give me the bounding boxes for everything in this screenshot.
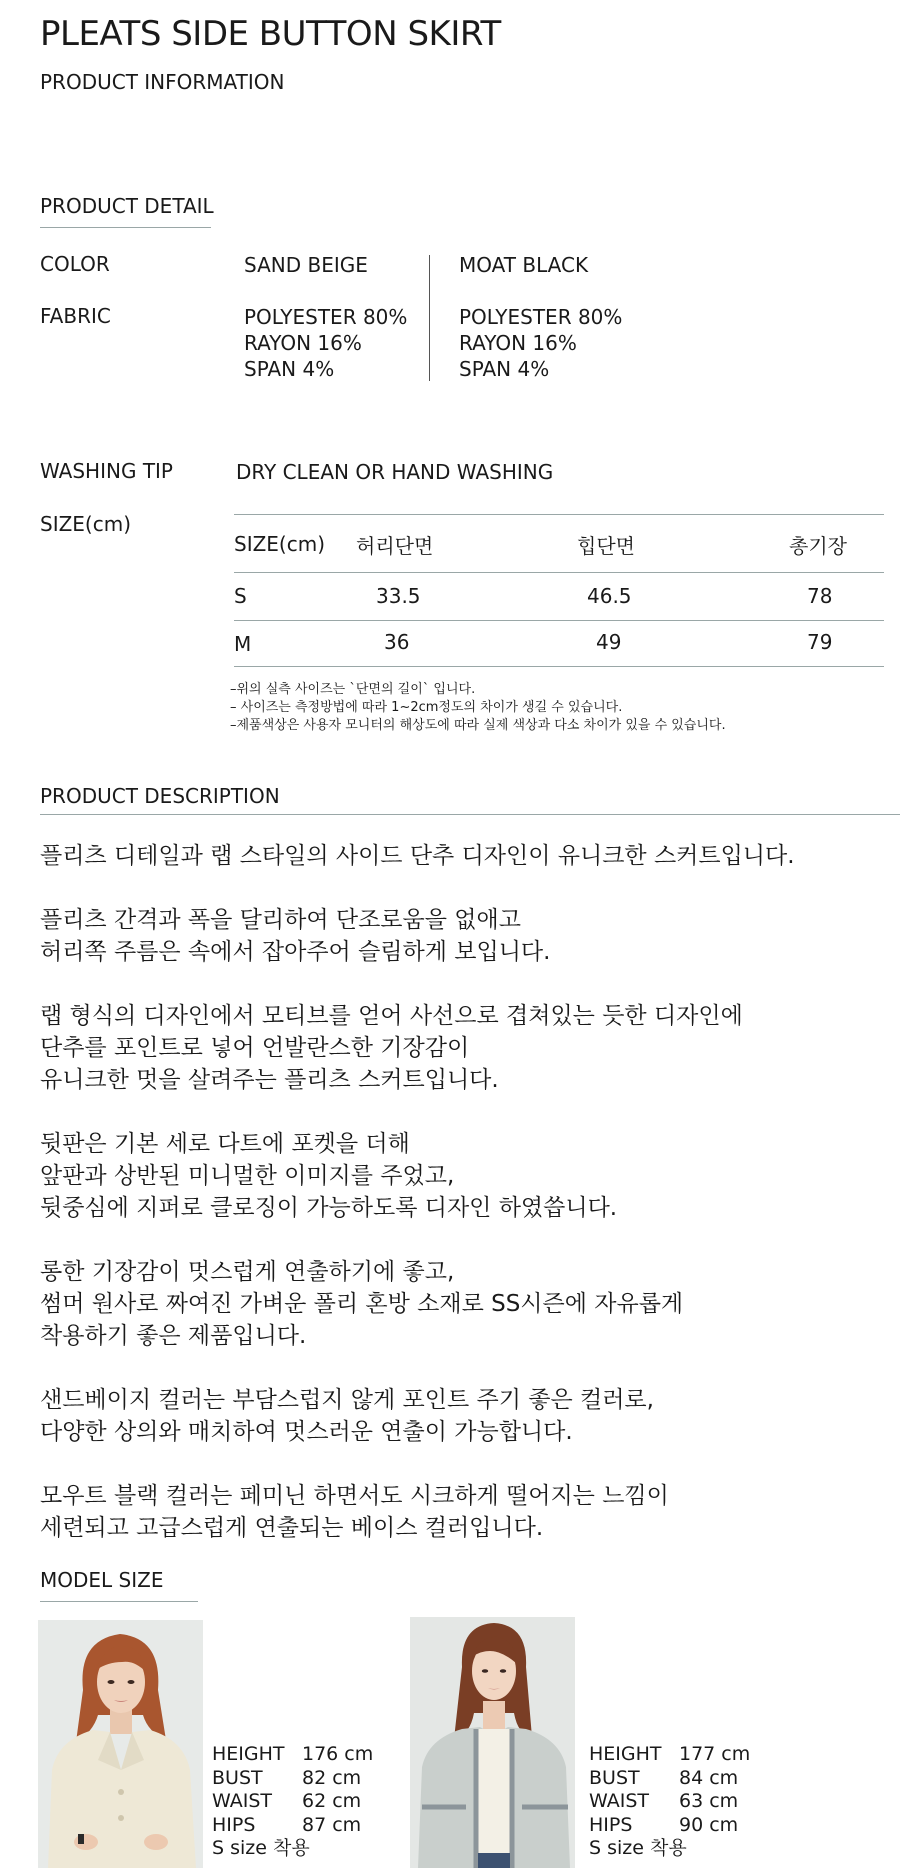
description-paragraph [40, 840, 795, 872]
table-top-rule [234, 514, 884, 515]
size-notes [230, 681, 726, 735]
description-paragraph [40, 1384, 654, 1448]
stat-label: WAIST [589, 1790, 650, 1812]
variant-2-color: MOAT BLACK [459, 253, 589, 277]
table-cell-size: M [234, 632, 252, 656]
description-line: 플리츠 디테일과 랩 스타일의 사이드 단추 디자인이 유니크한 스커트입니다. [40, 843, 795, 869]
description-paragraph [40, 904, 550, 968]
description-paragraph [40, 1000, 743, 1096]
stat-label: HEIGHT [589, 1743, 662, 1765]
model-stat-row [212, 1743, 373, 1767]
fabric-line: SPAN 4% [459, 357, 550, 381]
table-row-rule [234, 620, 884, 621]
model-stat-row [589, 1743, 750, 1767]
table-header-length: 총기장 [789, 534, 847, 558]
description-line: 랩 형식의 디자인에서 모티브를 얻어 사선으로 겹쳐있는 듯한 디자인에 [40, 1003, 743, 1029]
table-cell-hip: 46.5 [587, 584, 632, 608]
description-line: 앞판과 상반된 미니멀한 이미지를 주었고, [40, 1163, 455, 1189]
stat-value: 84 cm [679, 1766, 739, 1789]
table-header-rule [234, 572, 884, 573]
description-line: 모우트 블랙 컬러는 페미닌 하면서도 시크하게 떨어지는 느낌이 [40, 1483, 669, 1509]
washing-tip-label: WASHING TIP [40, 459, 173, 483]
description-line: 유니크한 멋을 살려주는 플리츠 스커트입니다. [40, 1067, 499, 1093]
product-title: PLEATS SIDE BUTTON SKIRT [40, 14, 501, 54]
model-stat-row [589, 1767, 750, 1791]
description-paragraph [40, 1128, 617, 1224]
table-bottom-rule [234, 666, 884, 667]
variant-1-color: SAND BEIGE [244, 253, 368, 277]
stat-label: BUST [212, 1766, 263, 1789]
table-cell-waist: 36 [384, 630, 410, 654]
table-cell-length: 79 [807, 630, 833, 654]
color-label: COLOR [40, 252, 110, 276]
description-line: 롱한 기장감이 멋스럽게 연출하기에 좋고, [40, 1259, 455, 1285]
description-line: 세련되고 고급스럽게 연출되는 베이스 컬러입니다. [40, 1515, 544, 1541]
description-line: 착용하기 좋은 제품입니다. [40, 1323, 307, 1349]
model-size-heading: MODEL SIZE [40, 1568, 164, 1592]
stat-value: 62 cm [302, 1790, 362, 1812]
variant-1-fabric [244, 304, 407, 382]
size-note: – 사이즈는 측정방법에 따라 1~2cm정도의 차이가 생길 수 있습니다. [230, 700, 623, 715]
fabric-line: POLYESTER 80% [244, 305, 408, 329]
table-header-size: SIZE(cm) [234, 532, 326, 556]
stat-value: 63 cm [679, 1790, 739, 1812]
table-cell-hip: 49 [596, 630, 622, 654]
model-stat-row [589, 1814, 750, 1838]
stat-value: 177 cm [679, 1743, 751, 1765]
stat-label: HIPS [589, 1813, 633, 1836]
stat-value: 82 cm [302, 1766, 362, 1789]
description-line: 다양한 상의와 매치하여 멋스러운 연출이 가능합니다. [40, 1419, 573, 1445]
fabric-line: SPAN 4% [244, 357, 335, 381]
product-description-underline [40, 814, 900, 815]
model-fit-note: S size 착용 [212, 1837, 310, 1859]
description-line: 뒷판은 기본 세로 다트에 포켓을 더해 [40, 1131, 410, 1157]
size-label: SIZE(cm) [40, 512, 132, 536]
description-line: 허리쪽 주름은 속에서 잡아주어 슬림하게 보입니다. [40, 939, 551, 965]
product-detail-underline [40, 227, 211, 228]
stat-label: WAIST [212, 1790, 273, 1812]
description-line: 플리츠 간격과 폭을 달리하여 단조로움을 없애고 [40, 907, 521, 933]
fabric-line: RAYON 16% [459, 331, 577, 355]
product-description-heading: PRODUCT DESCRIPTION [40, 784, 280, 808]
table-header-hip: 힙단면 [577, 534, 635, 558]
fabric-line: RAYON 16% [244, 331, 362, 355]
fabric-line: POLYESTER 80% [459, 305, 623, 329]
table-cell-waist: 33.5 [376, 584, 421, 608]
table-cell-size: S [234, 584, 247, 608]
product-info-subtitle: PRODUCT INFORMATION [40, 70, 285, 94]
model-stat-row [212, 1767, 373, 1791]
model-2-illustration [410, 1617, 575, 1868]
description-line: 뒷중심에 지퍼로 클로징이 가능하도록 디자인 하였씁니다. [40, 1195, 618, 1221]
model-2-photo [410, 1617, 575, 1868]
stat-label: BUST [589, 1766, 640, 1789]
model-stat-row [212, 1790, 373, 1814]
model-1-illustration [38, 1620, 203, 1868]
model-stat-row [212, 1814, 373, 1838]
product-detail-heading: PRODUCT DETAIL [40, 194, 214, 218]
variant-divider [429, 255, 430, 381]
model-size-underline [40, 1601, 198, 1602]
stat-value: 87 cm [302, 1813, 362, 1836]
size-note: –위의 실측 사이즈는 `단면의 길이` 입니다. [230, 682, 476, 697]
stat-label: HEIGHT [212, 1743, 285, 1765]
description-line: 썸머 원사로 짜여진 가벼운 폴리 혼방 소재로 SS시즌에 자유롭게 [40, 1291, 684, 1317]
table-cell-length: 78 [807, 584, 833, 608]
stat-value: 90 cm [679, 1813, 739, 1836]
description-line: 단추를 포인트로 넣어 언발란스한 기장감이 [40, 1035, 470, 1061]
model-2-stats [589, 1743, 750, 1861]
description-paragraph [40, 1480, 669, 1544]
description-paragraph [40, 1256, 683, 1352]
stat-label: HIPS [212, 1813, 256, 1836]
size-note: –제품색상은 사용자 모니터의 해상도에 따라 실제 색상과 다소 차이가 있을 수 있습니다. [230, 718, 726, 733]
fabric-label: FABRIC [40, 304, 111, 328]
table-header-waist: 허리단면 [356, 534, 434, 558]
model-1-photo [38, 1620, 203, 1868]
stat-value: 176 cm [302, 1743, 374, 1765]
model-stat-row [589, 1790, 750, 1814]
description-line: 샌드베이지 컬러는 부담스럽지 않게 포인트 주기 좋은 컬러로, [40, 1387, 654, 1413]
washing-tip-value: DRY CLEAN OR HAND WASHING [236, 460, 554, 484]
model-fit-note: S size 착용 [589, 1837, 687, 1859]
model-1-stats [212, 1743, 373, 1861]
variant-2-fabric [459, 304, 622, 382]
